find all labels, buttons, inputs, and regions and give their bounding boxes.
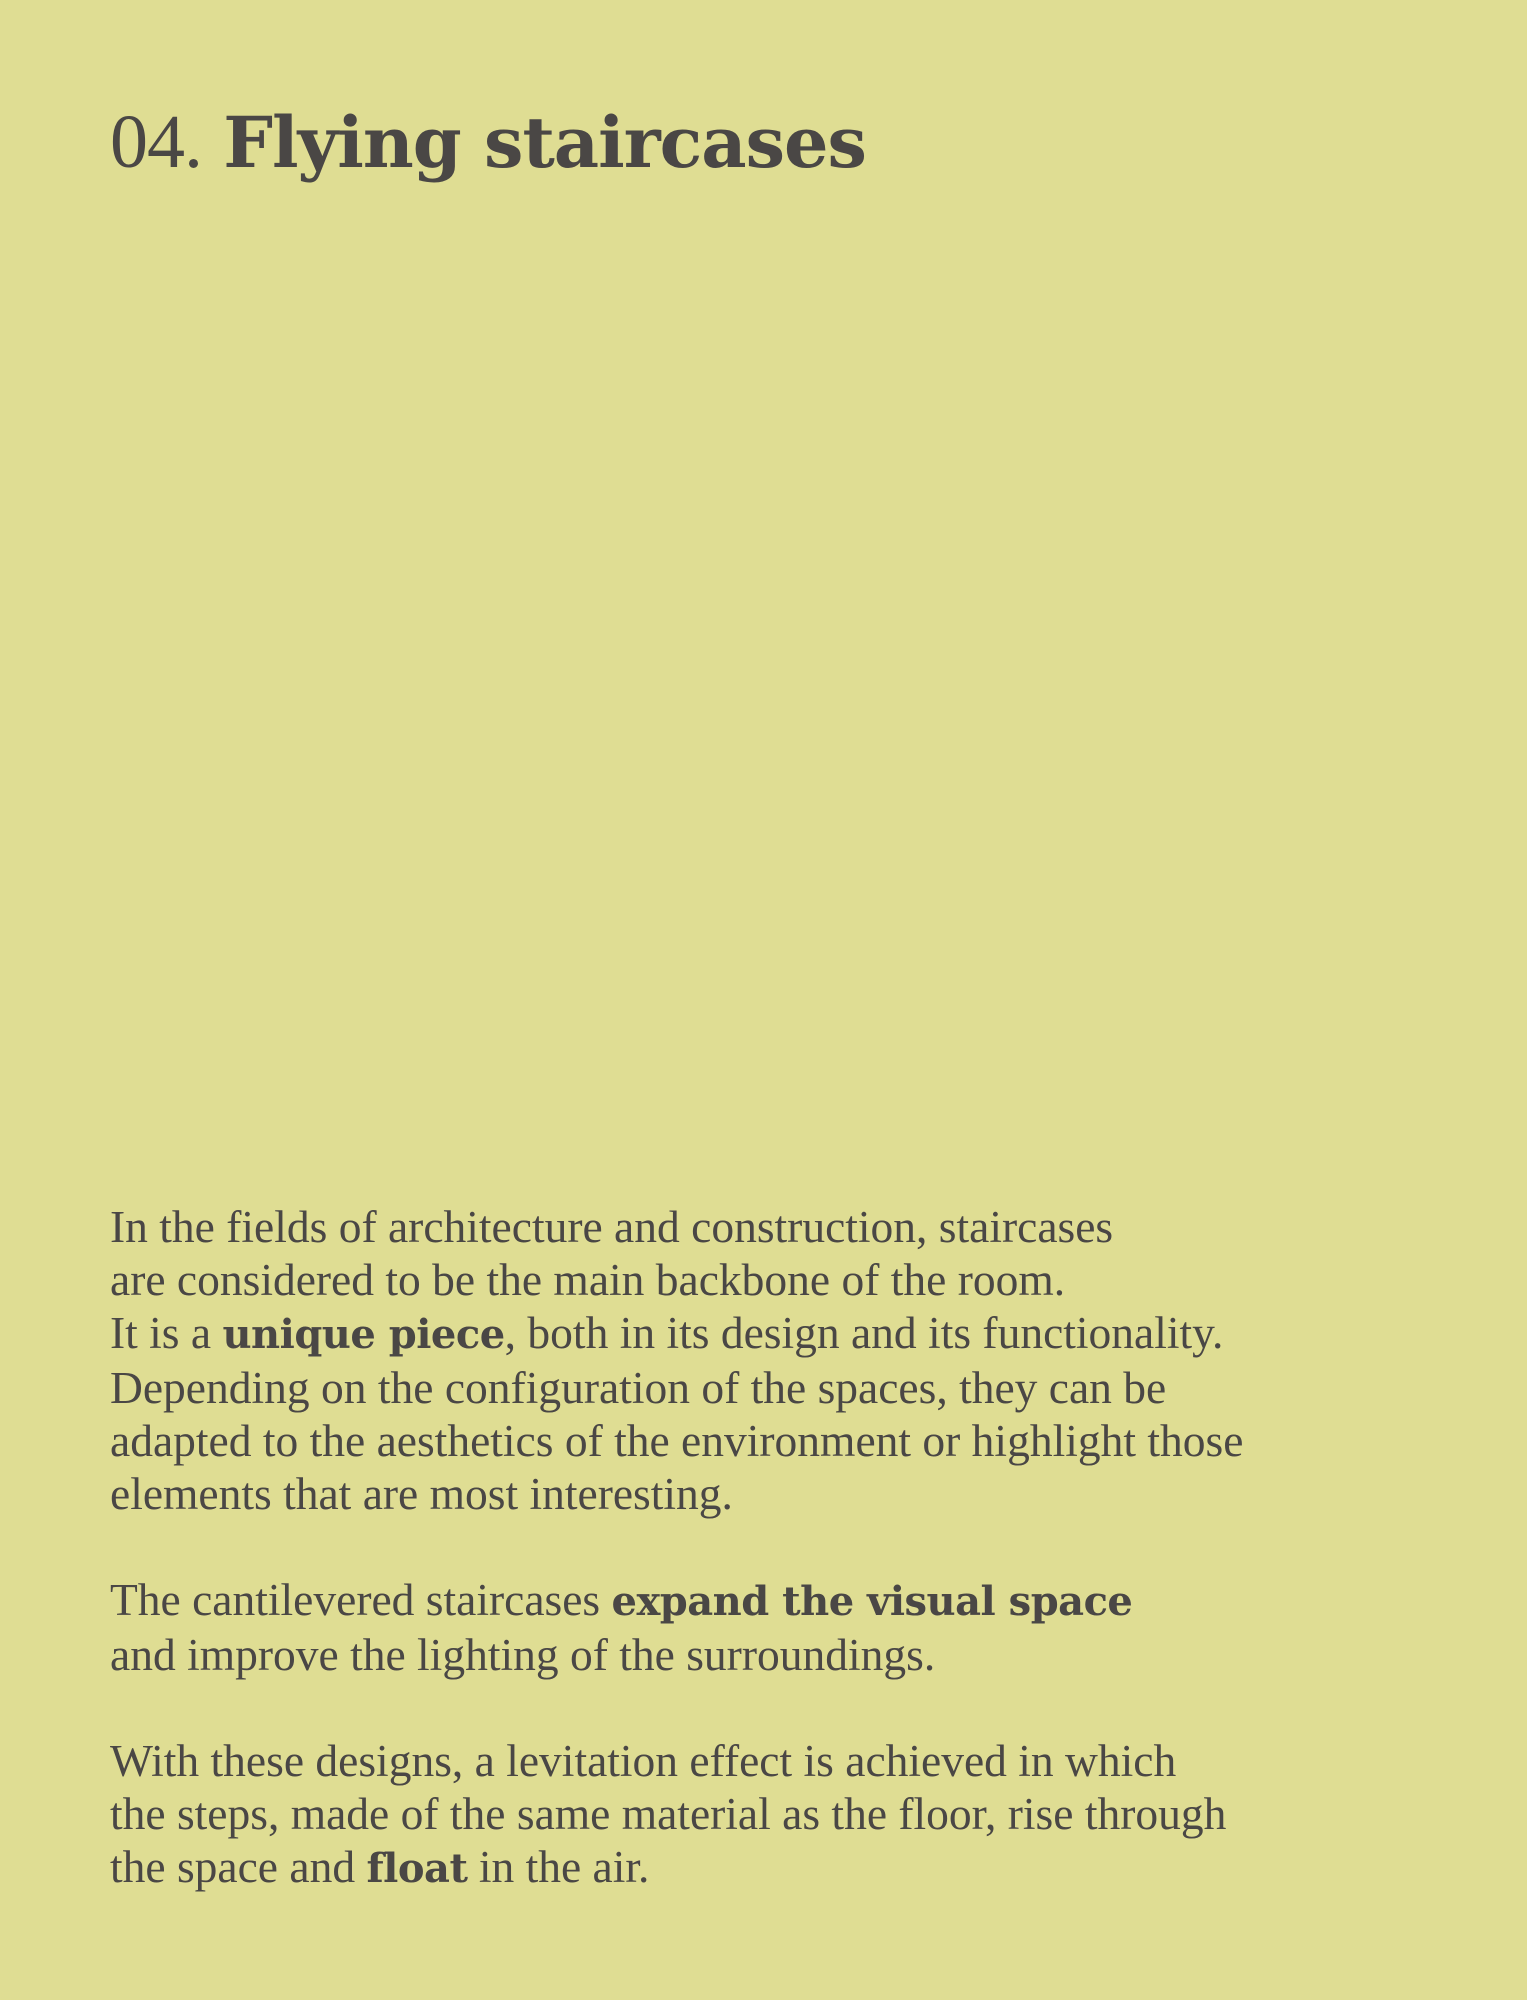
paragraph-3 (110, 1734, 1490, 1895)
section-title: Flying staircases (223, 101, 866, 184)
text-line: elements that are most interesting. (110, 1468, 733, 1519)
text-line: and improve the lighting of the surroundings. (110, 1629, 936, 1680)
text-line: Depending on the configuration of the spaces, they can be (110, 1362, 1167, 1413)
text-line: The cantilevered staircases expand the visual space (110, 1574, 1133, 1625)
paragraph-1 (110, 1200, 1490, 1520)
emphasis-unique-piece: unique piece (222, 1311, 505, 1358)
text-line: It is a unique piece, both in its design and its functionality. (110, 1307, 1224, 1358)
text-line: In the fields of architecture and construction, staircases (110, 1201, 1114, 1252)
paragraph-2 (110, 1573, 1490, 1681)
emphasis-float: float (366, 1845, 468, 1892)
emphasis-expand-visual-space: expand the visual space (611, 1578, 1133, 1625)
text-line: the steps, made of the same material as the floor, rise through (110, 1788, 1227, 1839)
text-line: are considered to be the main backbone of the room. (110, 1254, 1066, 1305)
page-heading (110, 100, 866, 185)
text-line: With these designs, a levitation effect is achieved in which (110, 1735, 1177, 1786)
text-line: the space and float in the air. (110, 1841, 650, 1892)
text-line: adapted to the aesthetics of the environment or highlight those (110, 1415, 1244, 1466)
body-text (110, 1200, 1490, 1948)
section-number: 04. (110, 100, 202, 184)
